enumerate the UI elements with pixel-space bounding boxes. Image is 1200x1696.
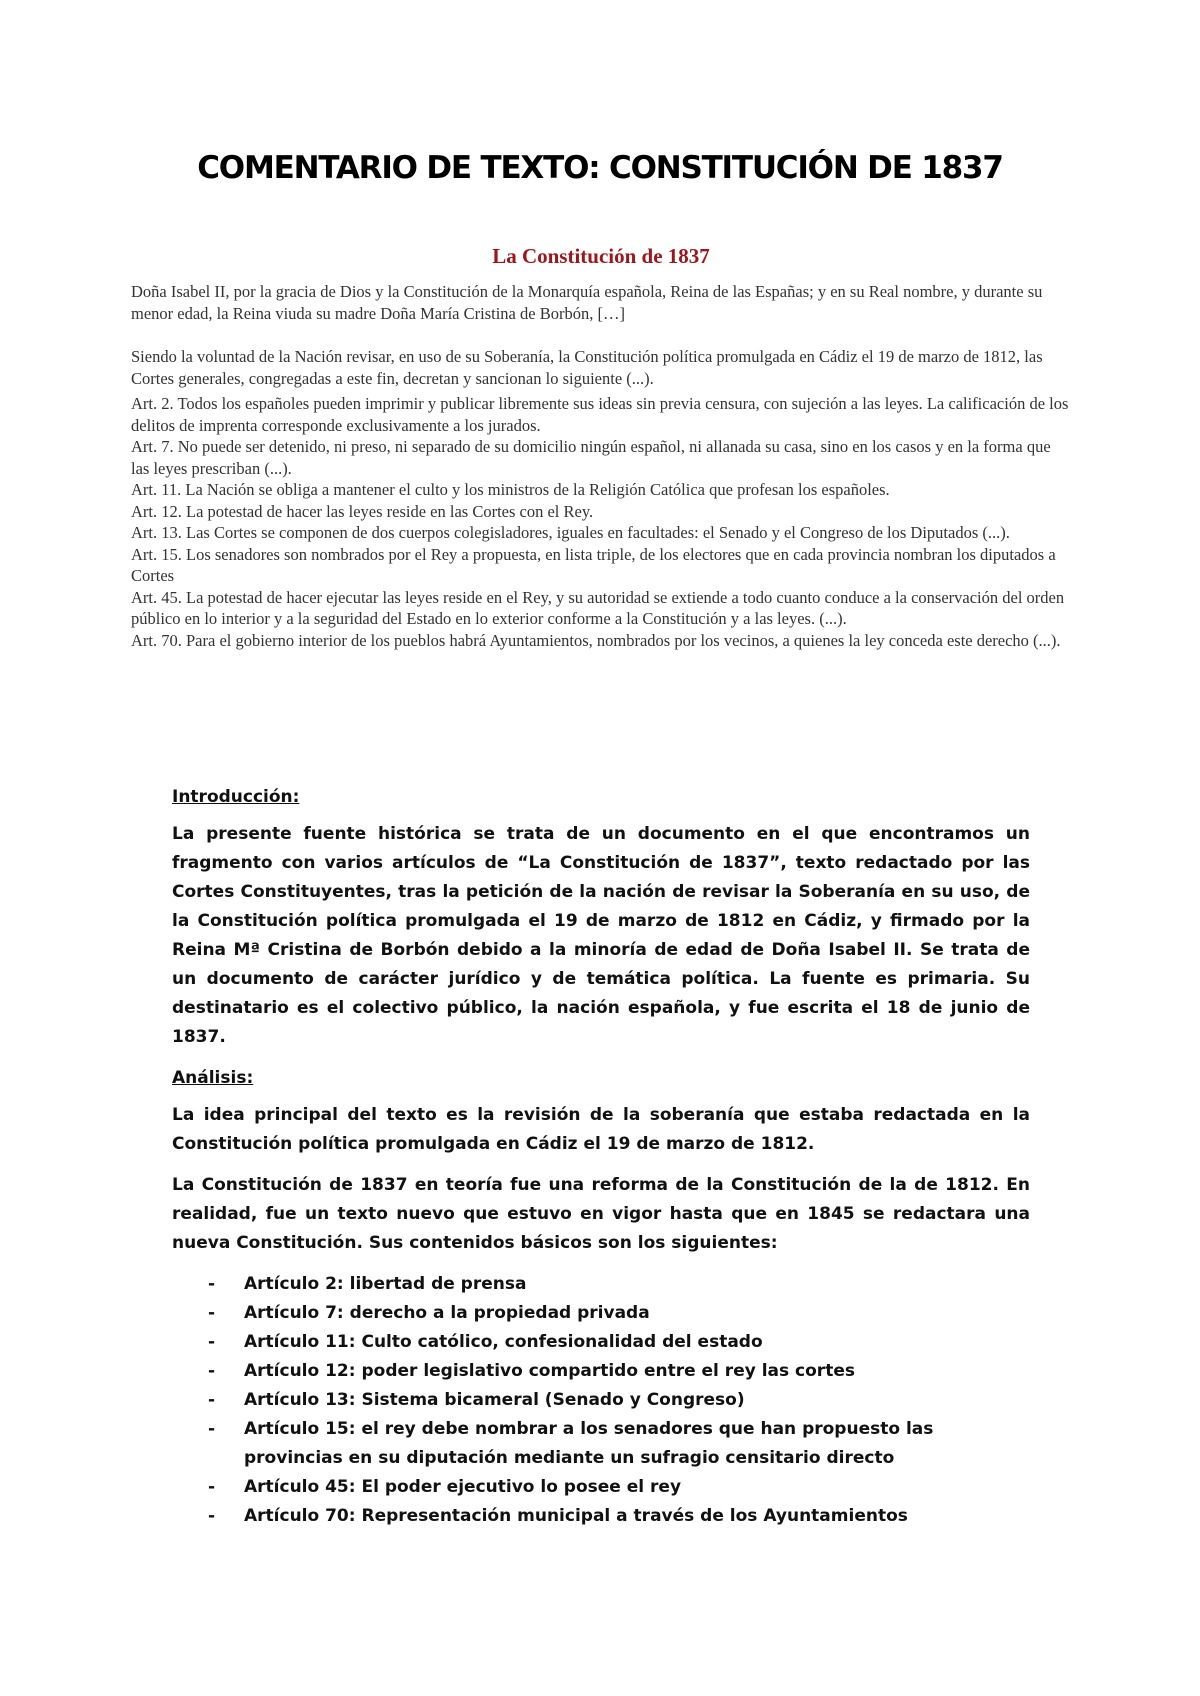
list-item-text: Artículo 70: Representación municipal a través de los Ayuntamientos	[244, 1506, 908, 1526]
article-text: Art. 15. Los senadores son nombrados por el Rey a propuesta, en lista triple, de los electores que en cada provincia nombran los diputados a Cortes	[131, 544, 1056, 585]
dash-bullet: -	[208, 1274, 216, 1294]
article-text: Art. 70. Para el gobierno interior de los pueblos habrá Ayuntamientos, nombrados por los vecinos, a quienes la ley conceda este derecho (...).	[131, 630, 1061, 650]
analisis-paragraph: La Constitución de 1837 en teoría fue una reforma de la Constitución de la de 1812. En realidad, fue un texto nuevo que estuvo en vigor hasta que en 1845 se redactara una nueva Constitución. Sus contenidos básicos son los siguientes:	[172, 1175, 1030, 1253]
article-text: Art. 7. No puede ser detenido, ni preso, ni separado de su domicilio ningún español, ni allanada su casa, sino en los casos y en la forma que las leyes prescriban (...).	[131, 437, 1051, 478]
dash-bullet: -	[208, 1332, 216, 1352]
list-item-text: Artículo 11: Culto católico, confesionalidad del estado	[244, 1332, 763, 1352]
list-item	[172, 1386, 1030, 1415]
preamble-paragraph: Doña Isabel II, por la gracia de Dios y la Constitución de la Monarquía española, Reina de las Españas; y en su Real nombre, y durante su menor edad, la Reina viuda su madre Doña María Cristina de Borbón, […]	[131, 282, 1043, 323]
dash-bullet: -	[208, 1361, 216, 1381]
source-heading: La Constitución de 1837	[492, 244, 710, 268]
article-text: Art. 12. La potestad de hacer las leyes reside en las Cortes con el Rey.	[131, 501, 594, 521]
dash-bullet: -	[208, 1390, 216, 1410]
list-item	[172, 1502, 1030, 1531]
list-item	[172, 1357, 1030, 1386]
list-item-text: Artículo 2: libertad de prensa	[244, 1274, 527, 1294]
list-item	[172, 1270, 1030, 1299]
page-title: COMENTARIO DE TEXTO: CONSTITUCIÓN DE 1837	[197, 150, 1003, 186]
analisis-heading: Análisis:	[172, 1068, 254, 1088]
dash-bullet: -	[208, 1303, 216, 1323]
article-list	[172, 1270, 1030, 1531]
analisis-paragraph: La idea principal del texto es la revisión de la soberanía que estaba redactada en la Constitución política promulgada en Cádiz el 19 de marzo de 1812.	[172, 1105, 1030, 1154]
list-item-text: Artículo 7: derecho a la propiedad privada	[244, 1303, 650, 1323]
commentary	[172, 783, 1030, 1531]
list-item-text: Artículo 15: el rey debe nombrar a los senadores que han propuesto las provincias en su diputación mediante un sufragio censitario directo	[244, 1419, 934, 1468]
list-item	[172, 1415, 1030, 1473]
list-item	[172, 1299, 1030, 1328]
preamble-paragraph: Siendo la voluntad de la Nación revisar, en uso de su Soberanía, la Constitución política promulgada en Cádiz el 19 de marzo de 1812, las Cortes generales, congregadas a este fin, decretan y sancionan lo siguiente (...).	[131, 347, 1043, 388]
article-text: Art. 2. Todos los españoles pueden imprimir y publicar libremente sus ideas sin previa censura, con sujeción a las leyes. La calificación de los delitos de imprenta corresponde exclusivamente a los jurados.	[131, 394, 1069, 435]
source-excerpt	[131, 244, 1071, 651]
article-text: Art. 45. La potestad de hacer ejecutar las leyes reside en el Rey, y su autoridad se extiende a todo cuanto conduce a la conservación del orden público en lo interior y a la seguridad del Estado en lo exterior conforme a la Constitución y a las leyes. (...).	[131, 587, 1065, 628]
article-text: Art. 11. La Nación se obliga a mantener el culto y los ministros de la Religión Católica que profesan los españoles.	[131, 480, 890, 499]
introduccion-paragraph: La presente fuente histórica se trata de un documento en el que encontramos un fragmento con varios artículos de “La Constitución de 1837”, texto redactado por las Cortes Constituyentes, tras la petición de la nación de revisar la Soberanía en su uso, de la Constitución política promulgada el 19 de marzo de 1812 en Cádiz, y firmado por la Reina Mª Cristina de Borbón debido a la minoría de edad de Doña Isabel II. Se trata de un documento de carácter jurídico y de temática política. La fuente es primaria. Su destinatario es el colectivo público, la nación española, y fue escrita el 18 de junio de 1837.	[172, 824, 1030, 1047]
dash-bullet: -	[208, 1477, 216, 1497]
dash-bullet: -	[208, 1419, 216, 1439]
dash-bullet: -	[208, 1506, 216, 1526]
article-text: Art. 13. Las Cortes se componen de dos cuerpos colegisladores, iguales en facultades: el Senado y el Congreso de los Diputados (...).	[131, 523, 1010, 542]
list-item	[172, 1473, 1030, 1502]
list-item-text: Artículo 45: El poder ejecutivo lo posee el rey	[244, 1477, 682, 1497]
list-item	[172, 1328, 1030, 1357]
list-item-text: Artículo 13: Sistema bicameral (Senado y Congreso)	[244, 1390, 745, 1410]
list-item-text: Artículo 12: poder legislativo compartido entre el rey las cortes	[244, 1361, 855, 1381]
introduccion-heading: Introducción:	[172, 787, 300, 807]
